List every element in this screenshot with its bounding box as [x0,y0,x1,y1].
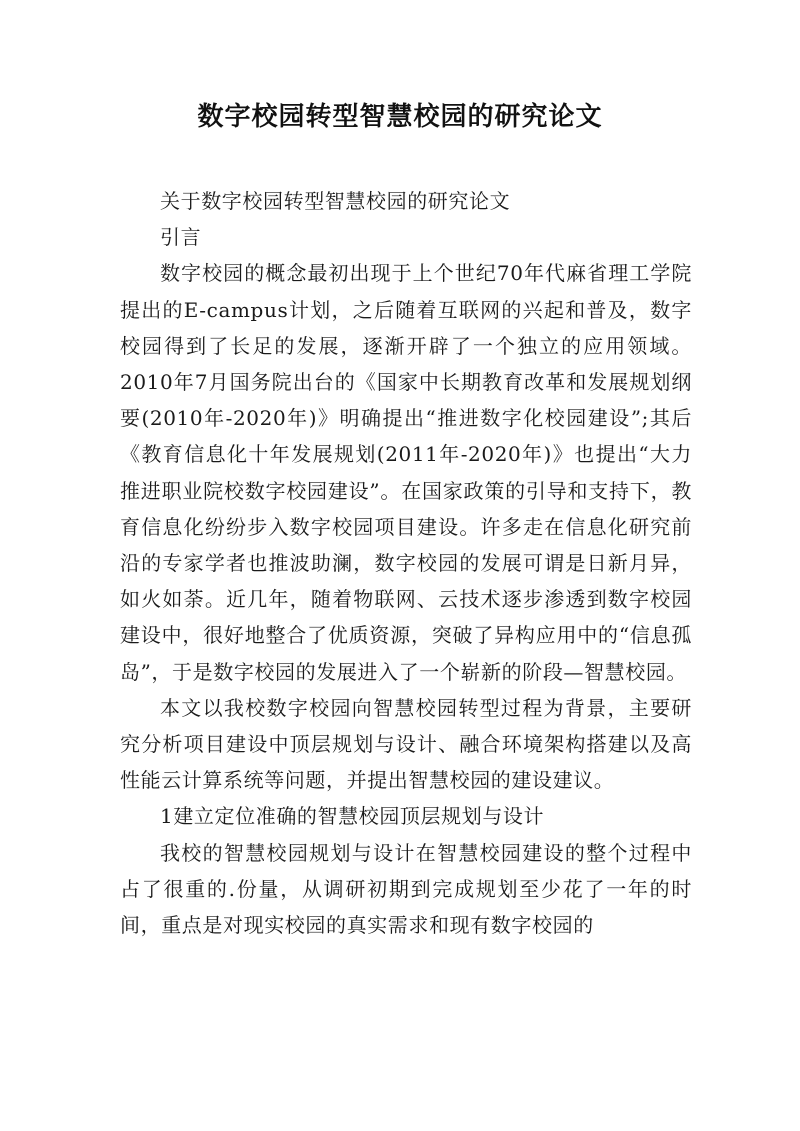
paragraph-heading-introduction: 引言 [160,225,202,250]
document-body [120,183,692,943]
paragraph-introduction: 数字校园的概念最初出现于上个世纪70年代麻省理工学院提出的E-campus计划，之后随着互联网的兴起和普及，数字校园得到了长足的发展，逐渐开辟了一个独立的应用领域。2010年7月国务院出台的《国家中长期教育改革和发展规划纲要(2010年-2020年)》明确提出“推进数字化校园建设”;其后《教育信息化十年发展规划(2011年-2020年)》也提出“大力推进职业院校数字校园建设”。在国家政策的引导和支持下，教育信息化纷纷步入数字校园项目建设。许多走在信息化研究前沿的专家学者也推波助澜，数字校园的发展可谓是日新月异，如火如荼。近几年，随着物联网、云技术逐步渗透到数字校园建设中，很好地整合了优质资源，突破了异构应用中的“信息孤岛”，于是数字校园的发展进入了一个崭新的阶段—智慧校园。 [120,261,692,684]
paragraph-background: 本文以我校数字校园向智慧校园转型过程为背景，主要研究分析项目建设中顶层规划与设计、融合环境架构搭建以及高性能云计算系统等问题，并提出智慧校园的建设建议。 [120,695,692,793]
paragraph-section-1: 我校的智慧校园规划与设计在智慧校园建设的整个过程中占了很重的.份量，从调研初期到完成规划至少花了一年的时间，重点是对现实校园的真实需求和现有数字校园的 [120,840,692,938]
paragraph-subtitle: 关于数字校园转型智慧校园的研究论文 [160,189,511,213]
paragraph-heading-section-1: 1建立定位准确的智慧校园顶层规划与设计 [160,804,545,829]
document-title: 数字校园转型智慧校园的研究论文 [197,102,603,132]
